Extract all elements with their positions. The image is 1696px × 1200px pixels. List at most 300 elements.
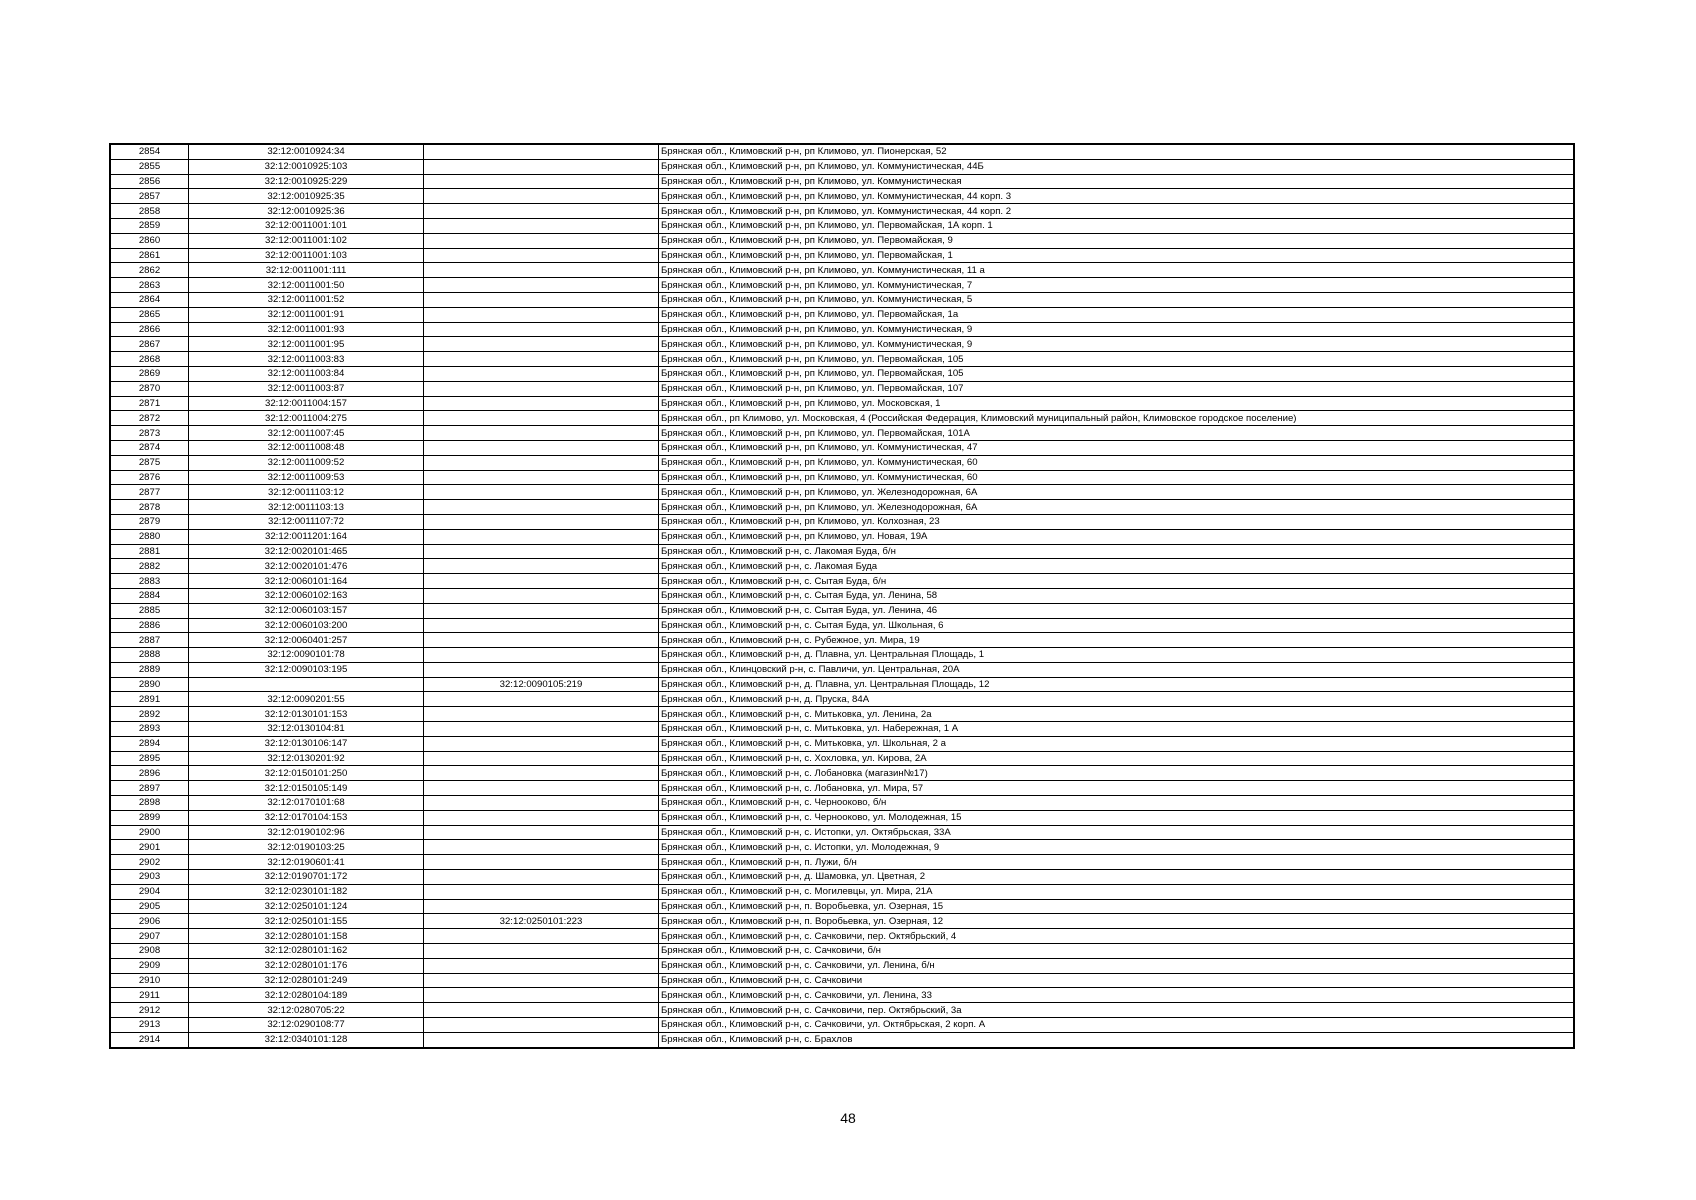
row-number-cell: 2861 (110, 248, 189, 263)
row-number-cell: 2894 (110, 736, 189, 751)
cadastral-number-cell: 32:12:0130201:92 (189, 751, 424, 766)
row-number-cell: 2868 (110, 352, 189, 367)
related-cadastral-number-cell (424, 944, 659, 959)
related-cadastral-number-cell (424, 500, 659, 515)
related-cadastral-number-cell (424, 396, 659, 411)
row-number-cell: 2872 (110, 411, 189, 426)
address-cell: Брянская обл., Климовский р-н, рп Климово, ул. Железнодорожная, 6А (659, 485, 1575, 500)
row-number-cell: 2876 (110, 470, 189, 485)
page-number: 48 (840, 1110, 856, 1126)
row-number-cell: 2874 (110, 440, 189, 455)
row-number-cell: 2885 (110, 603, 189, 618)
cadastral-number-cell: 32:12:0010925:35 (189, 189, 424, 204)
cadastral-number-cell: 32:12:0011201:164 (189, 529, 424, 544)
table-row (110, 870, 1574, 885)
row-number-cell: 2904 (110, 884, 189, 899)
cadastral-number-cell: 32:12:0060102:163 (189, 588, 424, 603)
address-cell: Брянская обл., Климовский р-н, с. Сачковичи (659, 973, 1575, 988)
table-row (110, 174, 1574, 189)
related-cadastral-number-cell (424, 1032, 659, 1047)
table-row (110, 603, 1574, 618)
table-row (110, 973, 1574, 988)
address-cell: Брянская обл., Климовский р-н, рп Климово, ул. Первомайская, 107 (659, 381, 1575, 396)
row-number-cell: 2897 (110, 781, 189, 796)
table-row (110, 796, 1574, 811)
table-row (110, 855, 1574, 870)
related-cadastral-number-cell (424, 159, 659, 174)
table-row (110, 751, 1574, 766)
table-row (110, 366, 1574, 381)
related-cadastral-number-cell (424, 899, 659, 914)
address-cell: Брянская обл., Климовский р-н, рп Климово, ул. Московская, 1 (659, 396, 1575, 411)
address-cell: Брянская обл., Климовский р-н, д. Плавна, ул. Центральная Площадь, 12 (659, 677, 1575, 692)
cadastral-number-cell: 32:12:0010925:229 (189, 174, 424, 189)
table-row (110, 840, 1574, 855)
related-cadastral-number-cell (424, 366, 659, 381)
table-row (110, 337, 1574, 352)
cadastral-number-cell: 32:12:0060101:164 (189, 574, 424, 589)
cadastral-number-cell: 32:12:0020101:465 (189, 544, 424, 559)
table-row (110, 248, 1574, 263)
cadastral-number-cell: 32:12:0150101:250 (189, 766, 424, 781)
address-cell: Брянская обл., Климовский р-н, рп Климово, ул. Первомайская, 9 (659, 233, 1575, 248)
table-row (110, 1032, 1574, 1047)
table-row (110, 455, 1574, 470)
row-number-cell: 2862 (110, 263, 189, 278)
cadastral-number-cell: 32:12:0011103:13 (189, 500, 424, 515)
table-row (110, 500, 1574, 515)
cadastral-number-cell: 32:12:0170104:153 (189, 810, 424, 825)
related-cadastral-number-cell (424, 588, 659, 603)
address-cell: Брянская обл., Климовский р-н, рп Климово, ул. Коммунистическая, 44 корп. 3 (659, 189, 1575, 204)
related-cadastral-number-cell (424, 292, 659, 307)
cadastral-number-cell: 32:12:0090101:78 (189, 648, 424, 663)
cadastral-number-cell: 32:12:0011001:102 (189, 233, 424, 248)
table-row (110, 1003, 1574, 1018)
cadastral-number-cell: 32:12:0011007:45 (189, 426, 424, 441)
table-row (110, 574, 1574, 589)
cadastral-number-cell: 32:12:0060401:257 (189, 633, 424, 648)
related-cadastral-number-cell (424, 781, 659, 796)
table-row (110, 292, 1574, 307)
address-cell: Брянская обл., Климовский р-н, с. Сачковичи, пер. Октябрьский, 4 (659, 929, 1575, 944)
row-number-cell: 2879 (110, 514, 189, 529)
related-cadastral-number-cell (424, 174, 659, 189)
row-number-cell: 2871 (110, 396, 189, 411)
row-number-cell: 2895 (110, 751, 189, 766)
related-cadastral-number-cell (424, 574, 659, 589)
row-number-cell: 2866 (110, 322, 189, 337)
cadastral-number-cell: 32:12:0011003:84 (189, 366, 424, 381)
cadastral-number-cell: 32:12:0011001:52 (189, 292, 424, 307)
cadastral-number-cell: 32:12:0190103:25 (189, 840, 424, 855)
row-number-cell: 2864 (110, 292, 189, 307)
row-number-cell: 2856 (110, 174, 189, 189)
row-number-cell: 2909 (110, 958, 189, 973)
cadastral-number-cell: 32:12:0090201:55 (189, 692, 424, 707)
cadastral-number-cell: 32:12:0011004:157 (189, 396, 424, 411)
related-cadastral-number-cell (424, 263, 659, 278)
table-row (110, 944, 1574, 959)
row-number-cell: 2886 (110, 618, 189, 633)
cadastral-number-cell: 32:12:0250101:155 (189, 914, 424, 929)
cadastral-number-cell: 32:12:0011009:53 (189, 470, 424, 485)
table-row (110, 899, 1574, 914)
cadastral-number-cell: 32:12:0280101:158 (189, 929, 424, 944)
cadastral-number-cell: 32:12:0011001:93 (189, 322, 424, 337)
row-number-cell: 2867 (110, 337, 189, 352)
cadastral-number-cell (189, 677, 424, 692)
row-number-cell: 2900 (110, 825, 189, 840)
table-row (110, 485, 1574, 500)
related-cadastral-number-cell (424, 559, 659, 574)
row-number-cell: 2908 (110, 944, 189, 959)
cadastral-number-cell: 32:12:0011003:87 (189, 381, 424, 396)
address-cell: Брянская обл., Климовский р-н, рп Климово, ул. Коммунистическая, 5 (659, 292, 1575, 307)
cadastral-number-cell: 32:12:0150105:149 (189, 781, 424, 796)
related-cadastral-number-cell (424, 411, 659, 426)
cadastral-number-cell: 32:12:0190701:172 (189, 870, 424, 885)
address-cell: Брянская обл., Климовский р-н, с. Лобановка, ул. Мира, 57 (659, 781, 1575, 796)
related-cadastral-number-cell (424, 810, 659, 825)
row-number-cell: 2863 (110, 278, 189, 293)
related-cadastral-number-cell (424, 988, 659, 1003)
row-number-cell: 2858 (110, 204, 189, 219)
row-number-cell: 2901 (110, 840, 189, 855)
cadastral-number-cell: 32:12:0011001:91 (189, 307, 424, 322)
address-cell: Брянская обл., Климовский р-н, с. Лакомая Буда (659, 559, 1575, 574)
address-cell: Брянская обл., Климовский р-н, рп Климово, ул. Коммунистическая, 7 (659, 278, 1575, 293)
row-number-cell: 2883 (110, 574, 189, 589)
table-row (110, 692, 1574, 707)
row-number-cell: 2906 (110, 914, 189, 929)
table-row (110, 707, 1574, 722)
row-number-cell: 2889 (110, 662, 189, 677)
related-cadastral-number-cell (424, 514, 659, 529)
row-number-cell: 2913 (110, 1018, 189, 1033)
row-number-cell: 2877 (110, 485, 189, 500)
cadastral-number-cell: 32:12:0170101:68 (189, 796, 424, 811)
address-cell: Брянская обл., Климовский р-н, с. Сытая Буда, ул. Ленина, 58 (659, 588, 1575, 603)
cadastral-number-cell: 32:12:0340101:128 (189, 1032, 424, 1047)
row-number-cell: 2891 (110, 692, 189, 707)
table-row (110, 218, 1574, 233)
row-number-cell: 2881 (110, 544, 189, 559)
address-cell: Брянская обл., Климовский р-н, рп Климово, ул. Новая, 19А (659, 529, 1575, 544)
row-number-cell: 2865 (110, 307, 189, 322)
related-cadastral-number-cell (424, 870, 659, 885)
table-row (110, 440, 1574, 455)
related-cadastral-number-cell (424, 278, 659, 293)
address-cell: Брянская обл., Климовский р-н, рп Климово, ул. Коммунистическая, 9 (659, 322, 1575, 337)
address-cell: Брянская обл., Климовский р-н, рп Климово, ул. Коммунистическая, 60 (659, 470, 1575, 485)
address-cell: Брянская обл., Климовский р-н, рп Климово, ул. Первомайская, 1а (659, 307, 1575, 322)
address-cell: Брянская обл., Климовский р-н, рп Климово, ул. Коммунистическая, 47 (659, 440, 1575, 455)
cadastral-number-cell: 32:12:0290108:77 (189, 1018, 424, 1033)
row-number-cell: 2899 (110, 810, 189, 825)
related-cadastral-number-cell (424, 796, 659, 811)
row-number-cell: 2911 (110, 988, 189, 1003)
table-row (110, 677, 1574, 692)
row-number-cell: 2855 (110, 159, 189, 174)
address-cell: Брянская обл., Климовский р-н, с. Чернооково, ул. Молодежная, 15 (659, 810, 1575, 825)
row-number-cell: 2892 (110, 707, 189, 722)
cadastral-number-cell: 32:12:0280101:162 (189, 944, 424, 959)
table-row (110, 514, 1574, 529)
row-number-cell: 2875 (110, 455, 189, 470)
row-number-cell: 2870 (110, 381, 189, 396)
cadastral-number-cell: 32:12:0280104:189 (189, 988, 424, 1003)
address-cell: Брянская обл., Климовский р-н, рп Климово, ул. Первомайская, 1 (659, 248, 1575, 263)
table-row (110, 204, 1574, 219)
related-cadastral-number-cell (424, 189, 659, 204)
table-row (110, 588, 1574, 603)
table-row (110, 988, 1574, 1003)
related-cadastral-number-cell (424, 248, 659, 263)
address-cell: Брянская обл., Климовский р-н, п. Воробьевка, ул. Озерная, 15 (659, 899, 1575, 914)
table-row (110, 470, 1574, 485)
related-cadastral-number-cell (424, 662, 659, 677)
cadastral-number-cell: 32:12:0250101:124 (189, 899, 424, 914)
address-cell: Брянская обл., Климовский р-н, рп Климово, ул. Железнодорожная, 6А (659, 500, 1575, 515)
related-cadastral-number-cell (424, 618, 659, 633)
related-cadastral-number-cell (424, 233, 659, 248)
table-row (110, 766, 1574, 781)
address-cell: Брянская обл., Климовский р-н, с. Митьковка, ул. Ленина, 2а (659, 707, 1575, 722)
address-cell: Брянская обл., Климовский р-н, с. Сачковичи, б/н (659, 944, 1575, 959)
related-cadastral-number-cell (424, 440, 659, 455)
row-number-cell: 2873 (110, 426, 189, 441)
address-cell: Брянская обл., Климовский р-н, рп Климово, ул. Коммунистическая, 44Б (659, 159, 1575, 174)
cadastral-number-cell: 32:12:0011008:48 (189, 440, 424, 455)
related-cadastral-number-cell (424, 825, 659, 840)
cadastral-number-cell: 32:12:0011004:275 (189, 411, 424, 426)
related-cadastral-number-cell (424, 929, 659, 944)
address-cell: Брянская обл., Климовский р-н, рп Климово, ул. Коммунистическая, 11 а (659, 263, 1575, 278)
table-row (110, 662, 1574, 677)
table-row (110, 263, 1574, 278)
address-cell: Брянская обл., Климовский р-н, с. Брахлов (659, 1032, 1575, 1047)
table-row (110, 736, 1574, 751)
table-row (110, 648, 1574, 663)
table-row (110, 544, 1574, 559)
cadastral-number-cell: 32:12:0011001:50 (189, 278, 424, 293)
related-cadastral-number-cell (424, 352, 659, 367)
related-cadastral-number-cell (424, 633, 659, 648)
cadastral-number-cell: 32:12:0090103:195 (189, 662, 424, 677)
row-number-cell: 2854 (110, 144, 189, 159)
table-row (110, 929, 1574, 944)
address-cell: Брянская обл., Климовский р-н, п. Лужи, б/н (659, 855, 1575, 870)
related-cadastral-number-cell (424, 337, 659, 352)
address-cell: Брянская обл., Климовский р-н, с. Чернооково, б/н (659, 796, 1575, 811)
address-cell: Брянская обл., Клинцовский р-н, с. Павличи, ул. Центральная, 20А (659, 662, 1575, 677)
registry-table-body (110, 144, 1574, 1048)
address-cell: Брянская обл., Климовский р-н, с. Истопки, ул. Молодежная, 9 (659, 840, 1575, 855)
table-row (110, 618, 1574, 633)
related-cadastral-number-cell: 32:12:0090105:219 (424, 677, 659, 692)
address-cell: Брянская обл., Климовский р-н, с. Сачковичи, ул. Ленина, б/н (659, 958, 1575, 973)
table-row (110, 411, 1574, 426)
table-row (110, 914, 1574, 929)
address-cell: Брянская обл., Климовский р-н, с. Сытая Буда, ул. Ленина, 46 (659, 603, 1575, 618)
table-row (110, 529, 1574, 544)
related-cadastral-number-cell (424, 455, 659, 470)
related-cadastral-number-cell (424, 648, 659, 663)
cadastral-number-cell: 32:12:0010924:34 (189, 144, 424, 159)
table-row (110, 278, 1574, 293)
row-number-cell: 2859 (110, 218, 189, 233)
related-cadastral-number-cell (424, 381, 659, 396)
table-row (110, 189, 1574, 204)
address-cell: Брянская обл., Климовский р-н, рп Климово, ул. Коммунистическая, 44 корп. 2 (659, 204, 1575, 219)
row-number-cell: 2893 (110, 722, 189, 737)
related-cadastral-number-cell (424, 218, 659, 233)
table-row (110, 559, 1574, 574)
row-number-cell: 2905 (110, 899, 189, 914)
address-cell: Брянская обл., Климовский р-н, д. Плавна, ул. Центральная Площадь, 1 (659, 648, 1575, 663)
address-cell: Брянская обл., Климовский р-н, с. Митьковка, ул. Набережная, 1 А (659, 722, 1575, 737)
table-row (110, 144, 1574, 159)
address-cell: Брянская обл., Климовский р-н, д. Пруска, 84А (659, 692, 1575, 707)
table-row (110, 633, 1574, 648)
related-cadastral-number-cell (424, 603, 659, 618)
address-cell: Брянская обл., Климовский р-н, с. Истопки, ул. Октябрьская, 33А (659, 825, 1575, 840)
cadastral-number-cell: 32:12:0130104:81 (189, 722, 424, 737)
row-number-cell: 2880 (110, 529, 189, 544)
cadastral-number-cell: 32:12:0011107:72 (189, 514, 424, 529)
cadastral-number-cell: 32:12:0011009:52 (189, 455, 424, 470)
row-number-cell: 2914 (110, 1032, 189, 1047)
table-row (110, 233, 1574, 248)
address-cell: Брянская обл., Климовский р-н, с. Лобановка (магазин№17) (659, 766, 1575, 781)
address-cell: Брянская обл., Климовский р-н, с. Сачковичи, ул. Ленина, 33 (659, 988, 1575, 1003)
related-cadastral-number-cell (424, 958, 659, 973)
table-row (110, 159, 1574, 174)
address-cell: Брянская обл., Климовский р-н, с. Сытая Буда, б/н (659, 574, 1575, 589)
table-row (110, 781, 1574, 796)
row-number-cell: 2884 (110, 588, 189, 603)
table-row (110, 825, 1574, 840)
related-cadastral-number-cell (424, 722, 659, 737)
cadastral-number-cell: 32:12:0230101:182 (189, 884, 424, 899)
row-number-cell: 2912 (110, 1003, 189, 1018)
related-cadastral-number-cell (424, 204, 659, 219)
related-cadastral-number-cell (424, 736, 659, 751)
related-cadastral-number-cell (424, 766, 659, 781)
address-cell: Брянская обл., Климовский р-н, с. Могилевцы, ул. Мира, 21А (659, 884, 1575, 899)
table-row (110, 307, 1574, 322)
address-cell: Брянская обл., Климовский р-н, рп Климово, ул. Первомайская, 101А (659, 426, 1575, 441)
related-cadastral-number-cell (424, 751, 659, 766)
cadastral-number-cell: 32:12:0011001:103 (189, 248, 424, 263)
address-cell: Брянская обл., Климовский р-н, рп Климово, ул. Первомайская, 1А корп. 1 (659, 218, 1575, 233)
address-cell: Брянская обл., Климовский р-н, с. Рубежное, ул. Мира, 19 (659, 633, 1575, 648)
cadastral-number-cell: 32:12:0060103:200 (189, 618, 424, 633)
row-number-cell: 2903 (110, 870, 189, 885)
row-number-cell: 2860 (110, 233, 189, 248)
address-cell: Брянская обл., Климовский р-н, рп Климово, ул. Пионерская, 52 (659, 144, 1575, 159)
related-cadastral-number-cell (424, 973, 659, 988)
cadastral-number-cell: 32:12:0280101:249 (189, 973, 424, 988)
related-cadastral-number-cell (424, 307, 659, 322)
address-cell: Брянская обл., Климовский р-н, с. Сачковичи, пер. Октябрьский, 3а (659, 1003, 1575, 1018)
cadastral-number-cell: 32:12:0011003:83 (189, 352, 424, 367)
address-cell: Брянская обл., Климовский р-н, рп Климово, ул. Коммунистическая, 9 (659, 337, 1575, 352)
table-row (110, 958, 1574, 973)
table-row (110, 722, 1574, 737)
related-cadastral-number-cell (424, 1003, 659, 1018)
address-cell: Брянская обл., Климовский р-н, с. Лакомая Буда, б/н (659, 544, 1575, 559)
related-cadastral-number-cell: 32:12:0250101:223 (424, 914, 659, 929)
cadastral-number-cell: 32:12:0010925:36 (189, 204, 424, 219)
related-cadastral-number-cell (424, 855, 659, 870)
address-cell: Брянская обл., Климовский р-н, с. Сытая Буда, ул. Школьная, 6 (659, 618, 1575, 633)
registry-table (109, 143, 1575, 1049)
address-cell: Брянская обл., Климовский р-н, рп Климово, ул. Коммунистическая, 60 (659, 455, 1575, 470)
address-cell: Брянская обл., Климовский р-н, с. Митьковка, ул. Школьная, 2 а (659, 736, 1575, 751)
related-cadastral-number-cell (424, 485, 659, 500)
cadastral-number-cell: 32:12:0011103:12 (189, 485, 424, 500)
related-cadastral-number-cell (424, 1018, 659, 1033)
cadastral-number-cell: 32:12:0280101:176 (189, 958, 424, 973)
cadastral-number-cell: 32:12:0011001:101 (189, 218, 424, 233)
related-cadastral-number-cell (424, 144, 659, 159)
related-cadastral-number-cell (424, 840, 659, 855)
cadastral-number-cell: 32:12:0011001:95 (189, 337, 424, 352)
cadastral-number-cell: 32:12:0011001:111 (189, 263, 424, 278)
row-number-cell: 2898 (110, 796, 189, 811)
row-number-cell: 2896 (110, 766, 189, 781)
related-cadastral-number-cell (424, 470, 659, 485)
table-row (110, 352, 1574, 367)
table-row (110, 1018, 1574, 1033)
address-cell: Брянская обл., Климовский р-н, рп Климово, ул. Первомайская, 105 (659, 352, 1575, 367)
address-cell: Брянская обл., Климовский р-н, с. Сачковичи, ул. Октябрьская, 2 корп. А (659, 1018, 1575, 1033)
related-cadastral-number-cell (424, 322, 659, 337)
cadastral-number-cell: 32:12:0280705:22 (189, 1003, 424, 1018)
address-cell: Брянская обл., Климовский р-н, рп Климово, ул. Коммунистическая (659, 174, 1575, 189)
address-cell: Брянская обл., Климовский р-н, рп Климово, ул. Первомайская, 105 (659, 366, 1575, 381)
related-cadastral-number-cell (424, 707, 659, 722)
address-cell: Брянская обл., Климовский р-н, д. Шамовка, ул. Цветная, 2 (659, 870, 1575, 885)
table-row (110, 396, 1574, 411)
row-number-cell: 2869 (110, 366, 189, 381)
row-number-cell: 2902 (110, 855, 189, 870)
cadastral-number-cell: 32:12:0010925:103 (189, 159, 424, 174)
row-number-cell: 2910 (110, 973, 189, 988)
row-number-cell: 2857 (110, 189, 189, 204)
address-cell: Брянская обл., Климовский р-н, с. Хохловка, ул. Кирова, 2А (659, 751, 1575, 766)
row-number-cell: 2887 (110, 633, 189, 648)
related-cadastral-number-cell (424, 544, 659, 559)
related-cadastral-number-cell (424, 884, 659, 899)
table-row (110, 884, 1574, 899)
row-number-cell: 2888 (110, 648, 189, 663)
cadastral-number-cell: 32:12:0130106:147 (189, 736, 424, 751)
row-number-cell: 2907 (110, 929, 189, 944)
related-cadastral-number-cell (424, 426, 659, 441)
table-row (110, 322, 1574, 337)
cadastral-number-cell: 32:12:0060103:157 (189, 603, 424, 618)
cadastral-number-cell: 32:12:0190601:41 (189, 855, 424, 870)
row-number-cell: 2882 (110, 559, 189, 574)
address-cell: Брянская обл., рп Климово, ул. Московская, 4 (Российская Федерация, Климовский муниципальный район, Климовское городское поселение) (659, 411, 1575, 426)
row-number-cell: 2878 (110, 500, 189, 515)
cadastral-number-cell: 32:12:0190102:96 (189, 825, 424, 840)
related-cadastral-number-cell (424, 529, 659, 544)
cadastral-number-cell: 32:12:0020101:476 (189, 559, 424, 574)
